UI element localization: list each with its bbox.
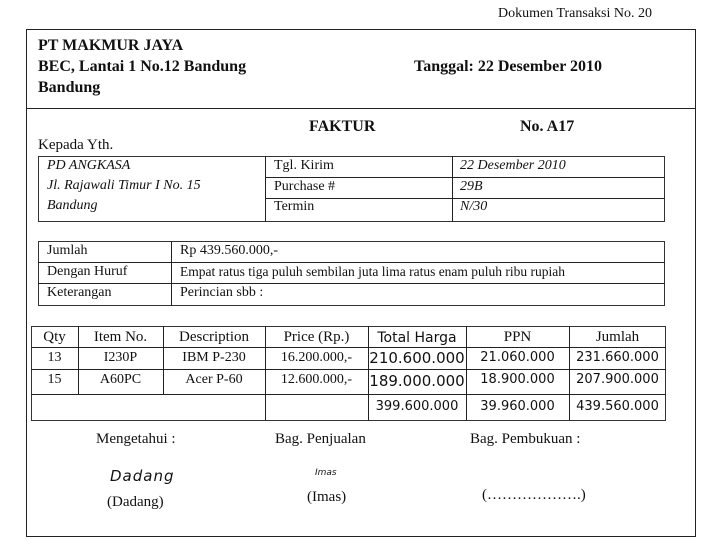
shipping-value: 22 Desember 2010 bbox=[460, 158, 566, 173]
total-harga-sum: 399.600.000 bbox=[375, 399, 459, 414]
recipient-name: PD ANGKASA bbox=[47, 158, 131, 173]
signature-role: Mengetahui : bbox=[96, 431, 176, 447]
signatory-name: (……………….) bbox=[482, 487, 586, 503]
signature-role: Bag. Penjualan bbox=[275, 431, 366, 447]
ppn-sum: 39.960.000 bbox=[480, 399, 555, 414]
shipping-label: Tgl. Kirim bbox=[274, 158, 334, 173]
summary-note: Perincian sbb : bbox=[180, 285, 264, 300]
shipping-divider bbox=[452, 156, 453, 222]
col-header-item-no: Item No. bbox=[93, 329, 148, 345]
summary-divider bbox=[171, 241, 172, 306]
summary-row-line bbox=[38, 262, 665, 263]
item-number: I230P bbox=[103, 350, 138, 365]
invoice-title: FAKTUR bbox=[309, 118, 376, 135]
summary-row-line bbox=[38, 283, 665, 284]
shipping-row-line bbox=[265, 177, 665, 178]
document-label: Dokumen Transaksi No. 20 bbox=[498, 6, 653, 21]
summary-label: Dengan Huruf bbox=[47, 264, 128, 279]
item-number: A60PC bbox=[99, 372, 142, 387]
company-name: PT MAKMUR JAYA bbox=[38, 37, 184, 54]
summary-amount-words: Empat ratus tiga puluh sembilan juta lima ratus enam puluh ribu rupiah bbox=[180, 264, 566, 279]
signature-role: Bag. Pembukuan : bbox=[470, 431, 581, 447]
signatory-name: (Dadang) bbox=[107, 494, 164, 510]
col-header-description: Description bbox=[179, 329, 249, 345]
col-header-total: Total Harga bbox=[377, 330, 457, 346]
items-row-line bbox=[31, 369, 666, 370]
recipient-label: Kepada Yth. bbox=[38, 137, 114, 153]
summary-label: Keterangan bbox=[47, 285, 112, 300]
header-divider bbox=[26, 108, 696, 109]
item-jumlah: 231.660.000 bbox=[576, 350, 659, 365]
recipient-street: Jl. Rajawali Timur I No. 15 bbox=[47, 178, 201, 193]
signature-dadang: Dadang bbox=[110, 467, 175, 485]
recipient-city: Bandung bbox=[47, 198, 98, 213]
items-row-line bbox=[31, 394, 666, 395]
item-ppn: 21.060.000 bbox=[480, 350, 555, 365]
col-header-qty: Qty bbox=[43, 329, 66, 345]
item-total: 189.000.000 bbox=[369, 372, 465, 390]
company-address-line2: Bandung bbox=[38, 79, 101, 96]
item-jumlah: 207.900.000 bbox=[576, 372, 659, 387]
jumlah-sum: 439.560.000 bbox=[576, 399, 659, 414]
item-description: IBM P-230 bbox=[182, 350, 246, 365]
item-qty: 13 bbox=[47, 350, 62, 365]
item-description: Acer P-60 bbox=[185, 372, 243, 387]
item-price: 16.200.000,- bbox=[280, 350, 353, 365]
summary-amount: Rp 439.560.000,- bbox=[180, 243, 278, 258]
items-header-line bbox=[31, 347, 666, 348]
recipient-divider bbox=[265, 156, 266, 222]
col-header-ppn: PPN bbox=[503, 329, 532, 345]
shipping-label: Termin bbox=[274, 199, 315, 214]
item-ppn: 18.900.000 bbox=[480, 372, 555, 387]
company-address-line1: BEC, Lantai 1 No.12 Bandung bbox=[38, 58, 247, 75]
col-header-price: Price (Rp.) bbox=[283, 329, 350, 345]
signatory-name: (Imas) bbox=[307, 489, 347, 505]
shipping-value: 29B bbox=[460, 179, 483, 194]
invoice-date: Tanggal: 22 Desember 2010 bbox=[414, 58, 602, 75]
shipping-value: N/30 bbox=[460, 199, 488, 214]
summary-label: Jumlah bbox=[47, 243, 88, 258]
item-qty: 15 bbox=[47, 372, 62, 387]
shipping-label: Purchase # bbox=[274, 179, 336, 194]
col-header-jumlah: Jumlah bbox=[595, 329, 640, 345]
item-total: 210.600.000 bbox=[369, 349, 465, 367]
signature-imas: Imas bbox=[315, 468, 337, 478]
invoice-number: No. A17 bbox=[520, 118, 575, 135]
item-price: 12.600.000,- bbox=[280, 372, 353, 387]
